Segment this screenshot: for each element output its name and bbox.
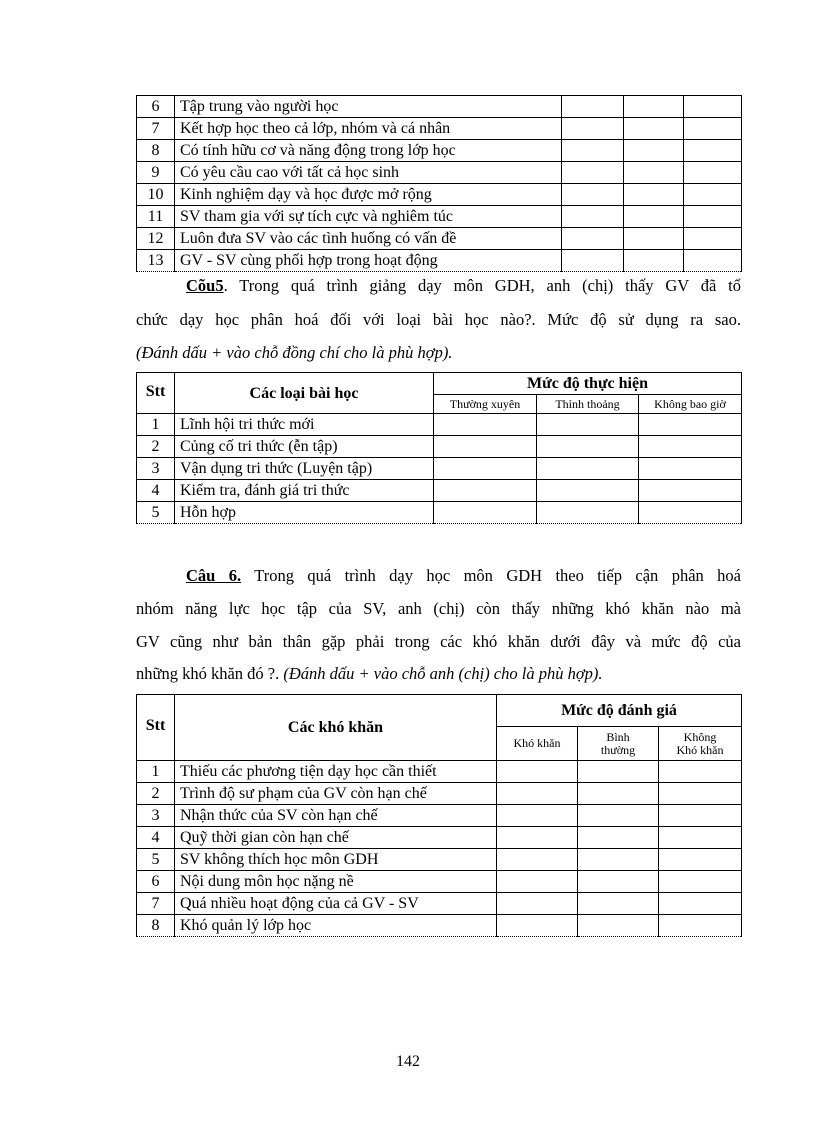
answer-cell[interactable] [624,96,684,118]
row-number: 3 [137,458,175,480]
answer-cell[interactable] [497,871,578,893]
table-row [137,206,742,228]
q5-line1: Cõu5. Trong quá trình giảng dạy môn GDH, anh (chị) thấy GV đã tổ [186,276,741,295]
answer-cell[interactable] [562,140,624,162]
row-text: Kiểm tra, đánh giá tri thức [175,480,434,502]
answer-cell[interactable] [684,206,742,228]
table-row [137,761,742,783]
answer-cell[interactable] [562,206,624,228]
table-row [137,140,742,162]
answer-cell[interactable] [684,118,742,140]
row-number: 11 [137,206,175,228]
row-number: 9 [137,162,175,184]
row-text: SV không thích học môn GDH [175,849,497,871]
q6-line1: Câu 6. Trong quá trình dạy học môn GDH theo tiếp cận phân hoá [186,566,742,585]
answer-cell[interactable] [537,502,639,524]
row-text: Tập trung vào người học [175,96,562,118]
answer-cell[interactable] [537,436,639,458]
row-text: Kinh nghiệm dạy và học được mở rộng [175,184,562,206]
row-text: Luôn đưa SV vào các tình huống có vấn đề [175,228,562,250]
row-text: Có tính hữu cơ và năng động trong lớp học [175,140,562,162]
answer-cell[interactable] [624,250,684,272]
table-row [137,118,742,140]
table-row [137,480,742,502]
row-number: 1 [137,414,175,436]
answer-cell[interactable] [537,480,639,502]
answer-cell[interactable] [659,893,742,915]
answer-cell[interactable] [624,118,684,140]
row-text: Kết hợp học theo cả lớp, nhóm và cá nhân [175,118,562,140]
row-number: 10 [137,184,175,206]
row-number: 5 [137,502,175,524]
row-text: Quỹ thời gian còn hạn chế [175,827,497,849]
t3-header-col2: Bình thường [578,727,659,761]
q6-note: (Đánh dấu + vào chỗ anh (chị) cho là phù hợp). [283,664,603,683]
answer-cell[interactable] [624,140,684,162]
row-number: 13 [137,250,175,272]
row-number: 6 [137,871,175,893]
q6-line4: những khó khăn đó ?. (Đánh dấu + vào chỗ anh (chị) cho là phù hợp). [136,664,603,683]
t3-header-stt: Stt [137,695,175,761]
table-row [137,502,742,524]
answer-cell[interactable] [578,871,659,893]
answer-cell[interactable] [497,761,578,783]
answer-cell[interactable] [659,827,742,849]
answer-cell[interactable] [624,162,684,184]
row-text: Vận dụng tri thức (Luyện tập) [175,458,434,480]
t2-header-col1: Thường xuyên [434,395,537,414]
answer-cell[interactable] [497,893,578,915]
answer-cell[interactable] [684,162,742,184]
answer-cell[interactable] [434,480,537,502]
answer-cell[interactable] [684,96,742,118]
lesson-types-table [136,372,742,524]
answer-cell[interactable] [639,458,742,480]
q5-label: Cõu5 [186,276,224,295]
table-row [137,783,742,805]
q5-note: (Đánh dấu + vào chỗ đồng chí cho là phù hợp). [136,343,453,362]
q6-line3: GV cũng như bản thân gặp phải trong các khó khăn dưới đây và mức độ của [136,632,741,651]
answer-cell[interactable] [562,162,624,184]
answer-cell[interactable] [659,805,742,827]
row-text: Nội dung môn học nặng nề [175,871,497,893]
row-number: 7 [137,893,175,915]
answer-cell[interactable] [684,250,742,272]
answer-cell[interactable] [537,414,639,436]
answer-cell[interactable] [578,893,659,915]
row-text: Trình độ sư phạm của GV còn hạn chế [175,783,497,805]
t2-header-group: Mức độ thực hiện [434,373,742,395]
t2-header-main: Các loại bài học [175,373,434,414]
row-number: 12 [137,228,175,250]
table-row [137,184,742,206]
answer-cell[interactable] [578,805,659,827]
answer-cell[interactable] [659,783,742,805]
answer-cell[interactable] [497,849,578,871]
row-number: 2 [137,436,175,458]
answer-cell[interactable] [578,783,659,805]
row-text: Quá nhiều hoạt động của cả GV - SV [175,893,497,915]
answer-cell[interactable] [624,206,684,228]
t2-header-stt: Stt [137,373,175,414]
answer-cell[interactable] [434,414,537,436]
answer-cell[interactable] [578,915,659,937]
answer-cell[interactable] [497,783,578,805]
row-text: Có yêu cầu cao với tất cả học sinh [175,162,562,184]
q6-line2: nhóm năng lực học tập của SV, anh (chị) còn thấy những khó khăn nào mà [136,599,741,618]
row-number: 8 [137,915,175,937]
answer-cell[interactable] [562,250,624,272]
table-row [137,849,742,871]
table-row [137,827,742,849]
answer-cell[interactable] [684,228,742,250]
answer-cell[interactable] [639,414,742,436]
row-number: 4 [137,827,175,849]
answer-cell[interactable] [684,184,742,206]
answer-cell[interactable] [562,184,624,206]
answer-cell[interactable] [434,502,537,524]
row-number: 8 [137,140,175,162]
answer-cell[interactable] [578,761,659,783]
table-row [137,436,742,458]
answer-cell[interactable] [497,805,578,827]
row-text: SV tham gia với sự tích cực và nghiêm túc [175,206,562,228]
answer-cell[interactable] [578,827,659,849]
row-text: Củng cố tri thức (ễn tập) [175,436,434,458]
table-row [137,250,742,272]
row-text: Khó quản lý lớp học [175,915,497,937]
answer-cell[interactable] [537,458,639,480]
answer-cell[interactable] [659,915,742,937]
table-row [137,162,742,184]
row-text: Lĩnh hội tri thức mới [175,414,434,436]
t3-header-group: Mức độ đánh giá [497,695,742,727]
row-text: Hỗn hợp [175,502,434,524]
answer-cell[interactable] [639,480,742,502]
row-number: 7 [137,118,175,140]
table-row [137,893,742,915]
difficulties-table [136,694,742,937]
answer-cell[interactable] [434,458,537,480]
answer-cell[interactable] [639,502,742,524]
answer-cell[interactable] [434,436,537,458]
table-row [137,414,742,436]
row-text: Thiếu các phương tiện dạy học cần thiết [175,761,497,783]
q6-label: Câu 6. [186,566,242,585]
page-number: 142 [396,1053,420,1070]
table-row [137,458,742,480]
t3-header-col1: Khó khăn [497,727,578,761]
answer-cell[interactable] [497,915,578,937]
row-number: 6 [137,96,175,118]
t2-header-col3: Không bao giờ [639,395,742,414]
answer-cell[interactable] [624,228,684,250]
row-number: 3 [137,805,175,827]
row-text: GV - SV cùng phối hợp trong hoạt động [175,250,562,272]
table-row [137,228,742,250]
answer-cell[interactable] [659,871,742,893]
answer-cell[interactable] [624,184,684,206]
row-text: Nhận thức của SV còn hạn chế [175,805,497,827]
answer-cell[interactable] [497,827,578,849]
criteria-table [136,95,742,272]
row-number: 1 [137,761,175,783]
answer-cell[interactable] [562,118,624,140]
t3-header-col3: Không Khó khăn [659,727,742,761]
answer-cell[interactable] [659,849,742,871]
answer-cell[interactable] [659,761,742,783]
row-number: 5 [137,849,175,871]
answer-cell[interactable] [562,96,624,118]
answer-cell[interactable] [639,436,742,458]
table-row [137,805,742,827]
row-number: 4 [137,480,175,502]
answer-cell[interactable] [562,228,624,250]
t2-header-col2: Thỉnh thoảng [537,395,639,414]
t3-header-main: Các khó khăn [175,695,497,761]
answer-cell[interactable] [684,140,742,162]
table-row [137,871,742,893]
table-row [137,915,742,937]
row-number: 2 [137,783,175,805]
answer-cell[interactable] [578,849,659,871]
table-row [137,96,742,118]
q5-line2: chức dạy học phân hoá đối với loại bài học nào?. Mức độ sử dụng ra sao. [136,310,741,329]
